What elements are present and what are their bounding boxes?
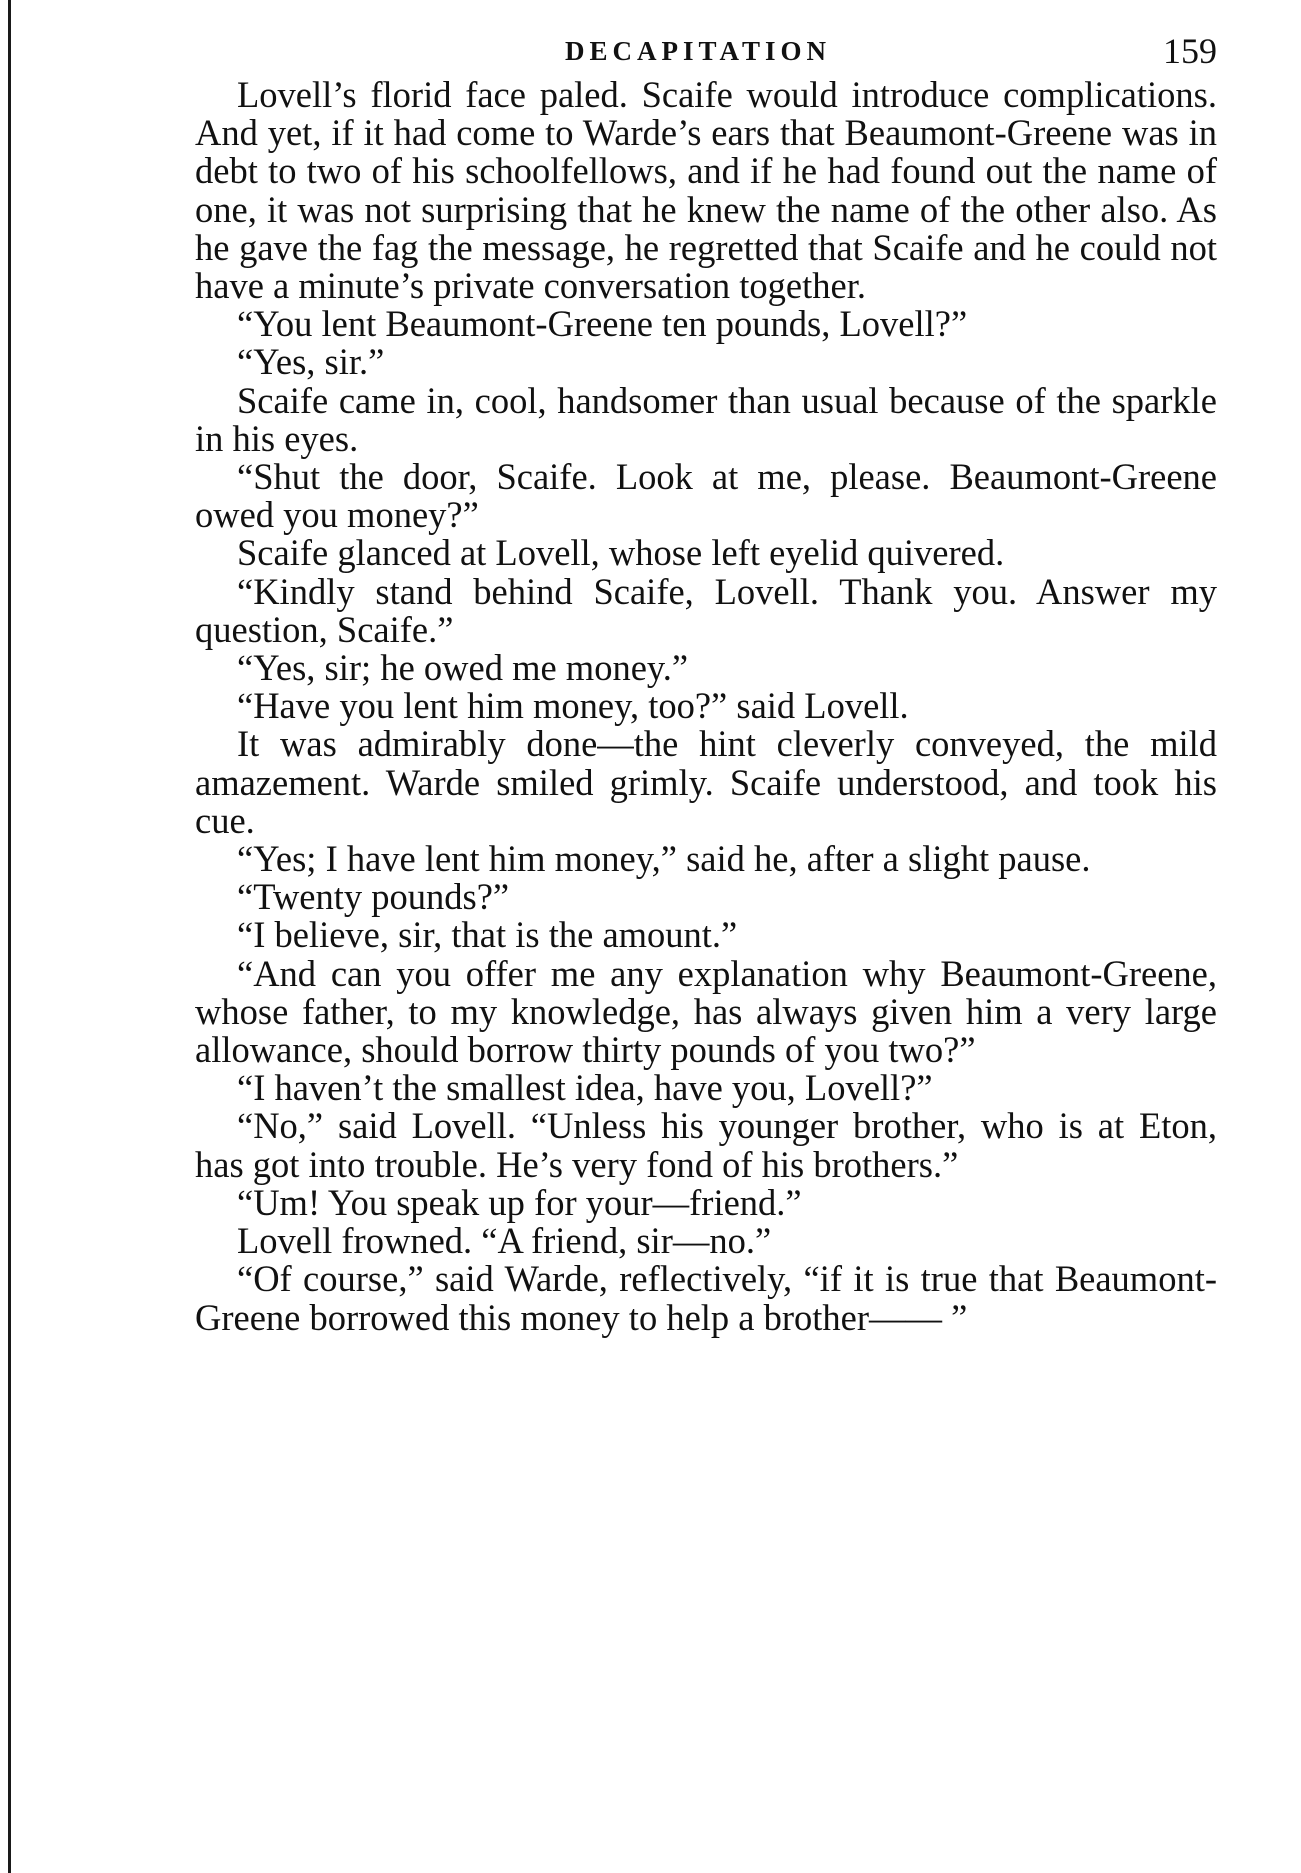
- paragraph: “Yes; I have lent him money,” said he, after a slight pause.: [237, 838, 1091, 880]
- paragraph: Scaife came in, cool, handsomer than usual because of the sparkle in his eyes.: [195, 379, 1217, 459]
- paragraph: “I believe, sir, that is the amount.”: [237, 914, 738, 956]
- body-text: [195, 76, 1217, 1337]
- paragraph: “Shut the door, Scaife. Look at me, please. Beaumont-Greene owed you money?”: [195, 456, 1217, 536]
- binding-edge: [8, 0, 11, 1873]
- running-head: DECAPITATION: [565, 36, 832, 66]
- page-number: 159: [1163, 31, 1217, 71]
- paragraph: “You lent Beaumont-Greene ten pounds, Lovell?”: [237, 303, 968, 345]
- paragraph: “Of course,” said Warde, reflectively, “if it is true that Beaumont-Greene borrowed this money to help a brother—— ”: [195, 1258, 1217, 1338]
- paragraph: It was admirably done—the hint cleverly conveyed, the mild amazement. Warde smiled grimly. Scaife understood, and took his cue.: [195, 723, 1217, 841]
- paragraph: “And can you offer me any explanation why Beaumont-Greene, whose father, to my knowledge, has always given him a very large allowance, should borrow thirty pounds of you two?”: [195, 952, 1217, 1071]
- paragraph: Lovell’s florid face paled. Scaife would introduce complications. And yet, if it had come to Warde’s ears that Beaumont-Greene was in debt to two of his schoolfellows, and if he had found out the name of one, it was not surprising that he knew the name of the other also. As he gave the fag the message, he regretted that Scaife and he could not have a minute’s private conversation together.: [195, 74, 1217, 307]
- paragraph: “Um! You speak up for your—friend.”: [237, 1181, 802, 1223]
- paragraph: “Kindly stand behind Scaife, Lovell. Thank you. Answer my question, Scaife.”: [195, 570, 1217, 650]
- paragraph: “I haven’t the smallest idea, have you, Lovell?”: [237, 1067, 933, 1109]
- paragraph: “Yes, sir.”: [237, 341, 385, 383]
- paragraph: Lovell frowned. “A friend, sir—no.”: [237, 1220, 772, 1262]
- paragraph: “Yes, sir; he owed me money.”: [237, 647, 689, 689]
- paragraph: “No,” said Lovell. “Unless his younger brother, who is at Eton, has got into trouble. He’s very fond of his brothers.”: [195, 1105, 1217, 1185]
- paragraph: “Have you lent him money, too?” said Lovell.: [237, 685, 909, 727]
- paragraph: Scaife glanced at Lovell, whose left eyelid quivered.: [237, 532, 1005, 574]
- paragraph: “Twenty pounds?”: [237, 876, 510, 918]
- page-header: [195, 30, 1217, 80]
